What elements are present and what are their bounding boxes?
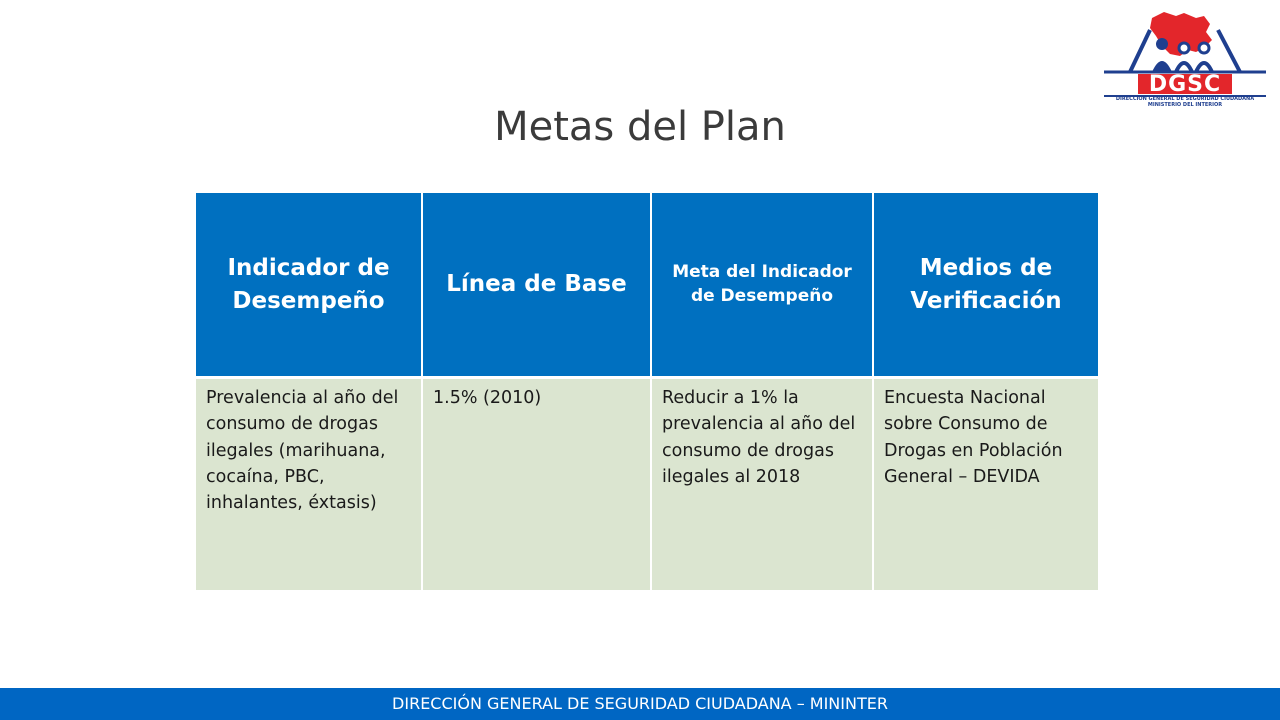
header-indicator: Indicador de Desempeño <box>196 193 422 378</box>
cell-target: Reducir a 1% la prevalencia al año del consumo de drogas ilegales al 2018 <box>651 378 873 591</box>
cell-indicator: Prevalencia al año del consumo de drogas ilegales (marihuana, cocaína, PBC, inhalantes, éxtasis) <box>196 378 422 591</box>
table-header-row <box>196 193 1098 378</box>
logo-abbrev: DGSC <box>1148 72 1222 97</box>
cell-verification: Encuesta Nacional sobre Consumo de Drogas en Población General – DEVIDA <box>873 378 1098 591</box>
table-row <box>196 378 1098 591</box>
logo-subtitle-line2: MINISTERIO DEL INTERIOR <box>1147 102 1223 108</box>
page-title: Metas del Plan <box>494 104 786 150</box>
header-verification: Medios de Verificación <box>873 193 1098 378</box>
header-baseline: Línea de Base <box>422 193 651 378</box>
footer-bar: DIRECCIÓN GENERAL DE SEGURIDAD CIUDADANA – MININTER <box>0 688 1280 720</box>
goals-table <box>196 193 1098 590</box>
cell-baseline: 1.5% (2010) <box>422 378 651 591</box>
header-target: Meta del Indicador de Desempeño <box>651 193 873 378</box>
logo-subtitle-line1: DIRECCIÓN GENERAL DE SEGURIDAD CIUDADANA <box>1115 96 1255 102</box>
